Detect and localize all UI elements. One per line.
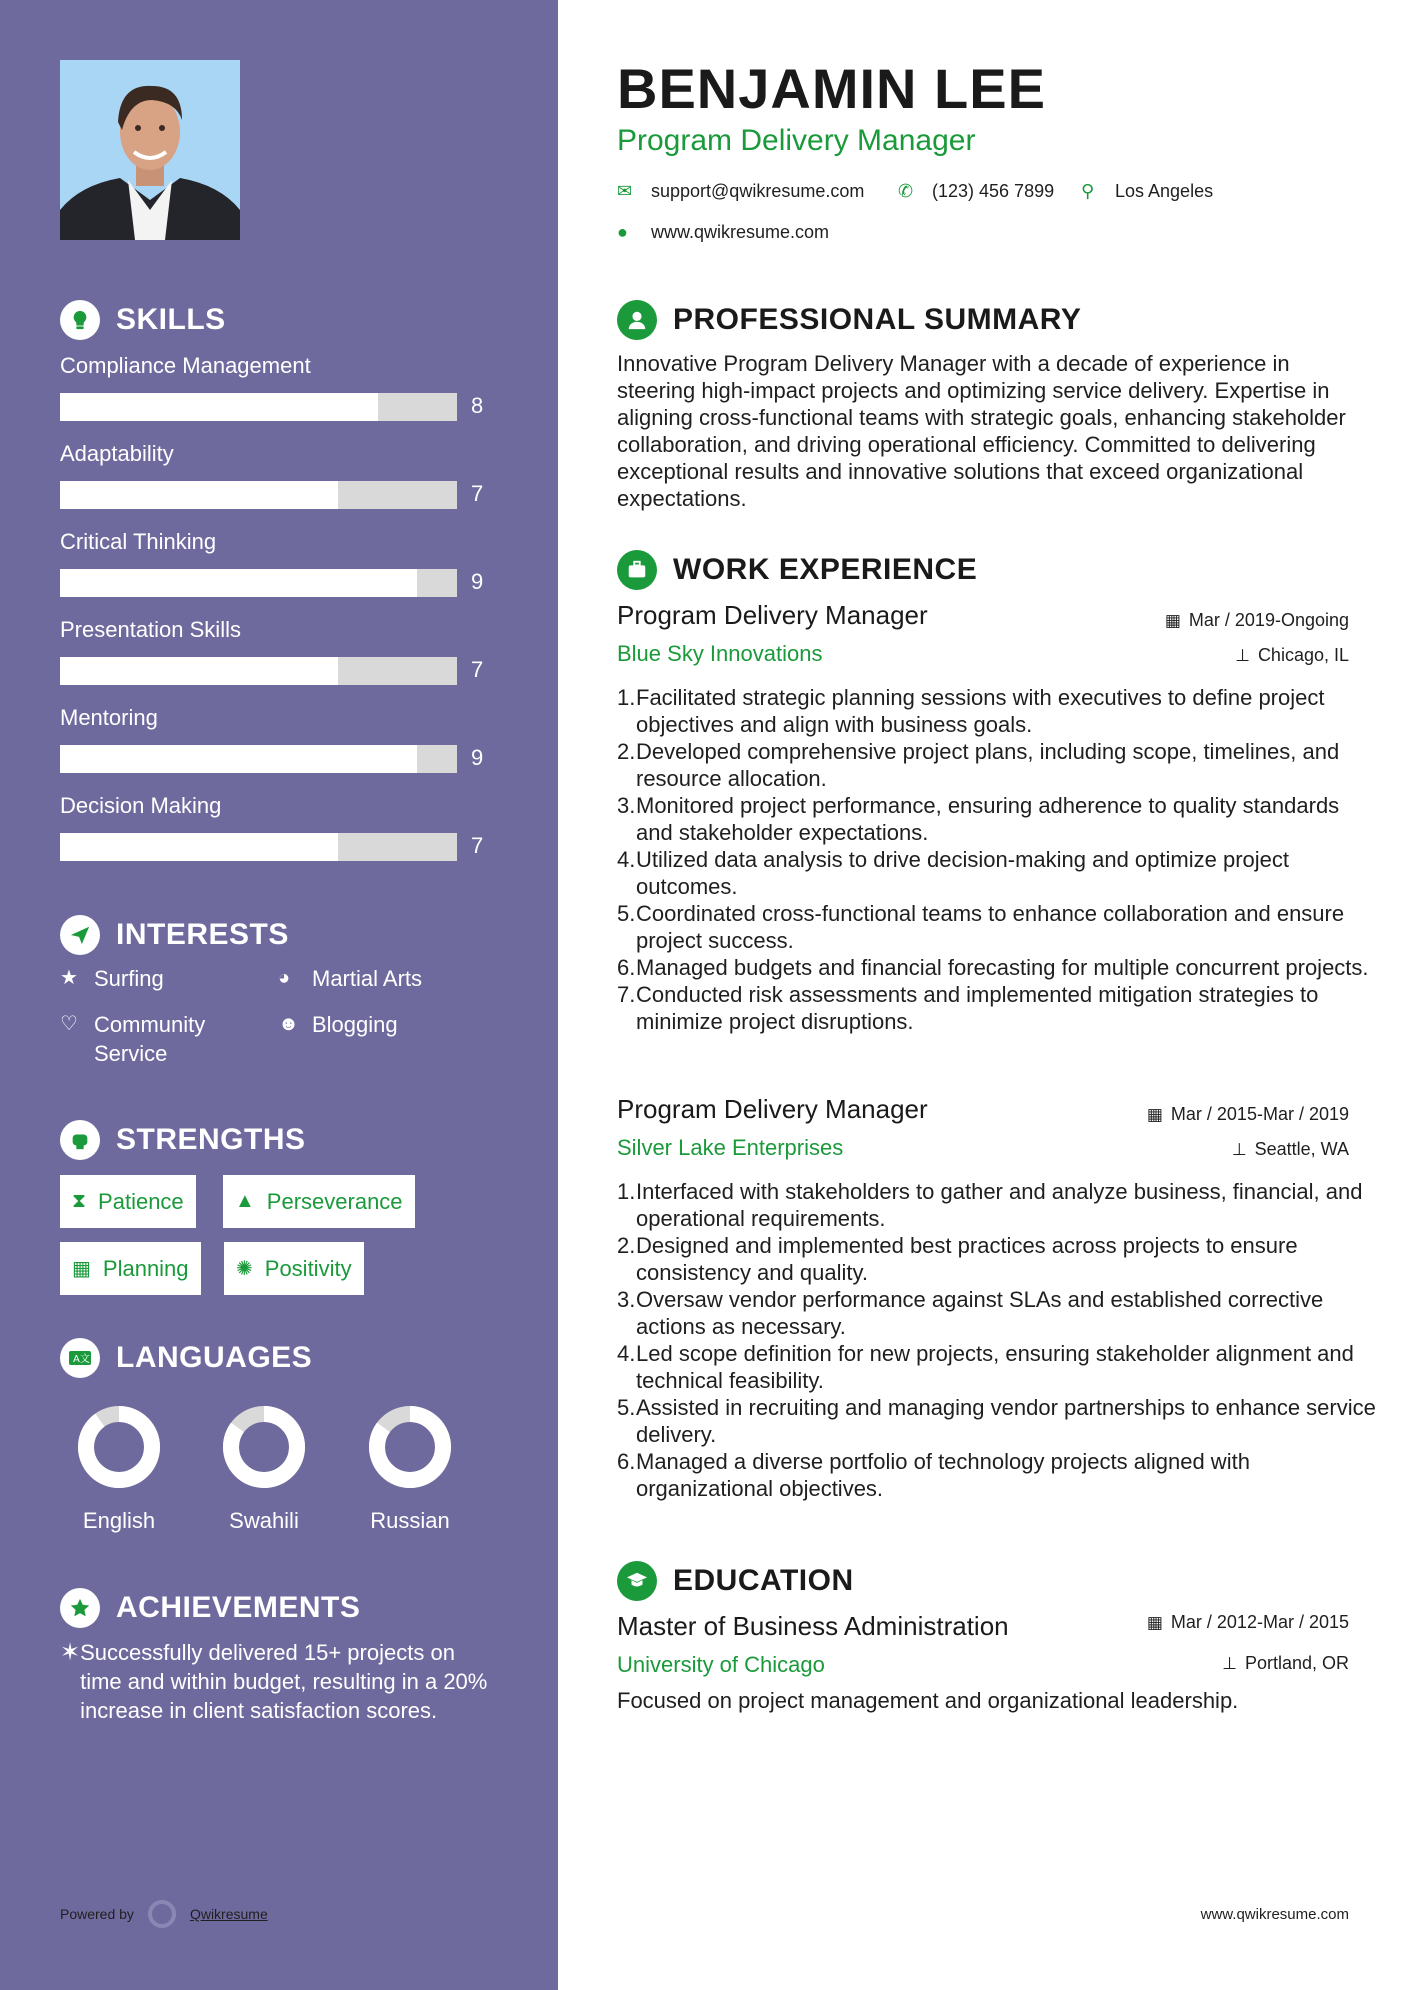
duty-item: 5. Assisted in recruiting and managing vendor partnerships to enhance service delivery. [617, 1395, 1376, 1447]
skills-heading [60, 300, 226, 340]
duty-item: 7. Conducted risk assessments and implemented mitigation strategies to minimize project disruptions. [617, 982, 1319, 1034]
job-company: Blue Sky Innovations [617, 641, 823, 666]
strength-badge [60, 1175, 196, 1228]
job-location-text: Seattle, WA [1254, 1139, 1349, 1159]
education-description: Focused on project management and organizational leadership. [617, 1688, 1239, 1713]
education-title: EDUCATION [673, 1564, 854, 1597]
svg-text:A文: A文 [73, 1354, 90, 1365]
achievements-heading [60, 1588, 360, 1628]
skill-value: 7 [471, 481, 484, 506]
interests-heading [60, 915, 289, 955]
contact-location [1081, 181, 1213, 202]
skill-bar-fill [60, 569, 417, 597]
duty-item: 3. Monitored project performance, ensuring adherence to quality standards and stakeholder expectations. [617, 793, 1340, 845]
star-badge-icon [60, 1588, 100, 1628]
job-title: Program Delivery Manager [617, 600, 928, 630]
duties-list [617, 1178, 1377, 1502]
calendar-icon: ▦ [1164, 610, 1181, 630]
interests-title: INTERESTS [116, 918, 289, 951]
road-icon: ▲ [235, 1190, 255, 1212]
main-content [558, 0, 1407, 1990]
interest-item [60, 1010, 260, 1068]
language-donut [77, 1405, 161, 1489]
sidebar [0, 0, 558, 1990]
skill-bar-fill [60, 657, 338, 685]
duty-item: 6. Managed a diverse portfolio of technology projects aligned with organizational objectives. [617, 1449, 1250, 1501]
interest-label: Blogging [312, 1012, 398, 1037]
skill-bar-fill [60, 481, 338, 509]
duty-item: 1. Interfaced with stakeholders to gather and analyze business, financial, and operational requirements. [617, 1179, 1363, 1231]
translate-icon [60, 1338, 100, 1378]
sun-icon: ✺ [236, 1258, 253, 1280]
strength-badge [60, 1242, 201, 1295]
education-date-text: Mar / 2012-Mar / 2015 [1170, 1612, 1349, 1632]
job-title: Program Delivery Manager [617, 1094, 928, 1124]
pin-icon: ⊥ [1235, 645, 1250, 665]
language-donut-fill [86, 1414, 152, 1480]
job-date-text: Mar / 2015-Mar / 2019 [1170, 1104, 1349, 1124]
interest-label: Surfing [94, 966, 164, 991]
interest-item [60, 964, 260, 993]
graduation-cap-icon [617, 1561, 657, 1601]
skill-name: Adaptability [60, 441, 174, 466]
duty-item: 4. Led scope definition for new projects, ensuring stakeholder alignment and technical feasibility. [617, 1341, 1354, 1393]
fist-icon [60, 1120, 100, 1160]
hand-icon: ♡ [60, 1013, 78, 1035]
website-text: www.qwikresume.com [651, 222, 830, 242]
skill-value: 7 [471, 833, 484, 858]
strength-label: Positivity [264, 1255, 352, 1281]
job-location [1235, 645, 1349, 666]
qwikresume-logo [148, 1900, 176, 1928]
skill-name: Mentoring [60, 705, 158, 730]
contact-phone[interactable] [898, 181, 1054, 202]
star-icon: ★ [60, 967, 78, 989]
skill-bar [60, 657, 457, 685]
skill-name: Critical Thinking [60, 529, 217, 554]
profile-photo [60, 60, 240, 240]
duty-item: 3. Oversaw vendor performance against SLAs and established corrective actions as necessary. [617, 1287, 1324, 1339]
experience-heading [617, 550, 977, 590]
education-location [1222, 1653, 1349, 1674]
job-date [1165, 610, 1349, 631]
phone-text: (123) 456 7899 [932, 181, 1055, 201]
language-label: English [82, 1508, 156, 1533]
job-date [1147, 1104, 1349, 1125]
pin-icon: ⊥ [1222, 1653, 1237, 1673]
strengths-title: STRENGTHS [116, 1123, 306, 1156]
skill-bar [60, 569, 457, 597]
duty-item: 4. Utilized data analysis to drive decision-making and optimize project outcomes. [617, 847, 1289, 899]
experience-title: WORK EXPERIENCE [673, 553, 978, 586]
degree-title: Master of Business Administration [617, 1611, 1009, 1641]
skill-bar [60, 745, 457, 773]
skill-name: Compliance Management [60, 353, 311, 378]
footer-url[interactable]: www.qwikresume.com [1200, 1906, 1349, 1923]
skill-value: 8 [471, 393, 484, 418]
job-date-text: Mar / 2019-Ongoing [1188, 610, 1349, 630]
candidate-name: BENJAMIN LEE [617, 57, 1046, 120]
calendar-icon: ▦ [72, 1258, 91, 1280]
powered-label: Powered by [60, 1906, 134, 1922]
envelope-icon: ✉ [617, 181, 633, 201]
skills-title: SKILLS [116, 303, 226, 336]
achievement-item [60, 1638, 500, 1725]
interest-label: Martial Arts [312, 966, 423, 991]
skill-bar-fill [60, 745, 417, 773]
skill-value: 9 [471, 745, 484, 770]
phone-icon: ✆ [898, 181, 914, 201]
summary-title: PROFESSIONAL SUMMARY [673, 303, 1082, 336]
languages-heading [60, 1338, 312, 1378]
skill-bar-fill [60, 393, 378, 421]
strength-badge [224, 1242, 364, 1295]
achievement-text: Successfully delivered 15+ projects on time and within budget, resulting in a 20% increase in client satisfaction scores. [80, 1640, 488, 1723]
strength-label: Perseverance [266, 1188, 403, 1214]
education-date [1147, 1612, 1349, 1633]
skill-name: Decision Making [60, 793, 222, 818]
qwikresume-link[interactable]: Qwikresume [189, 1906, 268, 1922]
skill-value: 9 [471, 569, 484, 594]
strength-label: Planning [102, 1255, 189, 1281]
language-donut [222, 1405, 306, 1489]
skill-bar [60, 833, 457, 861]
duty-item: 1. Facilitated strategic planning sessions with executives to define project objectives and align with business goals. [617, 685, 1325, 737]
email-text: support@qwikresume.com [651, 181, 865, 201]
lightbulb-icon [60, 300, 100, 340]
pin-icon: ⊥ [1231, 1139, 1247, 1159]
interest-item [278, 964, 498, 993]
skill-bar [60, 481, 457, 509]
strength-label: Patience [98, 1188, 184, 1214]
school-name: University of Chicago [617, 1652, 825, 1677]
strength-badge [223, 1175, 415, 1228]
powered-by [60, 1900, 268, 1928]
globe-icon: ● [617, 222, 628, 242]
duty-item: 2. Developed comprehensive project plans, including scope, timelines, and resource allocation. [617, 739, 1340, 791]
achievements-title: ACHIEVEMENTS [116, 1591, 361, 1624]
summary-text: Innovative Program Delivery Manager with a decade of experience in steering high-impact projects and optimizing service delivery. Expertise in aligning cross-functional teams with strategic goals, enhancing stakeholder collaboration, and driving operational efficiency. Committed to delivering exceptional results and innovative solutions that exceed organizational expectations. [617, 351, 1346, 511]
globe-icon: ◕ [278, 967, 291, 989]
languages-title: LANGUAGES [116, 1341, 313, 1374]
summary-heading [617, 300, 1081, 340]
paper-plane-icon [60, 915, 100, 955]
language-label: Russian [370, 1508, 450, 1533]
language-label: Swahili [229, 1508, 299, 1533]
user-icon [617, 300, 657, 340]
people-icon: ☻ [278, 1013, 300, 1035]
briefcase-icon [617, 550, 657, 590]
contact-website[interactable] [617, 222, 829, 243]
stars-icon: ✶ [60, 1639, 81, 1666]
skill-name: Presentation Skills [60, 617, 241, 642]
calendar-icon: ▦ [1146, 1104, 1163, 1124]
calendar-icon: ▦ [1146, 1612, 1163, 1632]
interest-item [278, 1010, 498, 1039]
skill-bar [60, 393, 457, 421]
skill-bar-fill [60, 833, 338, 861]
interest-label: Community Service [94, 1012, 206, 1066]
hourglass-icon: ⧗ [72, 1190, 87, 1212]
skill-value: 7 [471, 657, 484, 682]
duty-item: 5. Coordinated cross-functional teams to enhance collaboration and ensure project success. [617, 901, 1345, 953]
job-location [1232, 1139, 1349, 1160]
strengths-heading [60, 1120, 306, 1160]
location-text: Los Angeles [1115, 181, 1214, 201]
duty-item: 6. Managed budgets and financial forecasting for multiple concurrent projects. [617, 955, 1369, 980]
contact-email[interactable] [617, 181, 864, 202]
language-donut [368, 1405, 452, 1489]
job-location-text: Chicago, IL [1257, 645, 1349, 665]
education-heading [617, 1561, 854, 1601]
map-pin-icon: ⚲ [1081, 181, 1095, 201]
duties-list [617, 684, 1377, 1035]
education-location-text: Portland, OR [1244, 1653, 1349, 1673]
candidate-role: Program Delivery Manager [617, 124, 976, 157]
job-company: Silver Lake Enterprises [617, 1135, 844, 1160]
duty-item: 2. Designed and implemented best practices across projects to ensure consistency and quality. [617, 1233, 1298, 1285]
